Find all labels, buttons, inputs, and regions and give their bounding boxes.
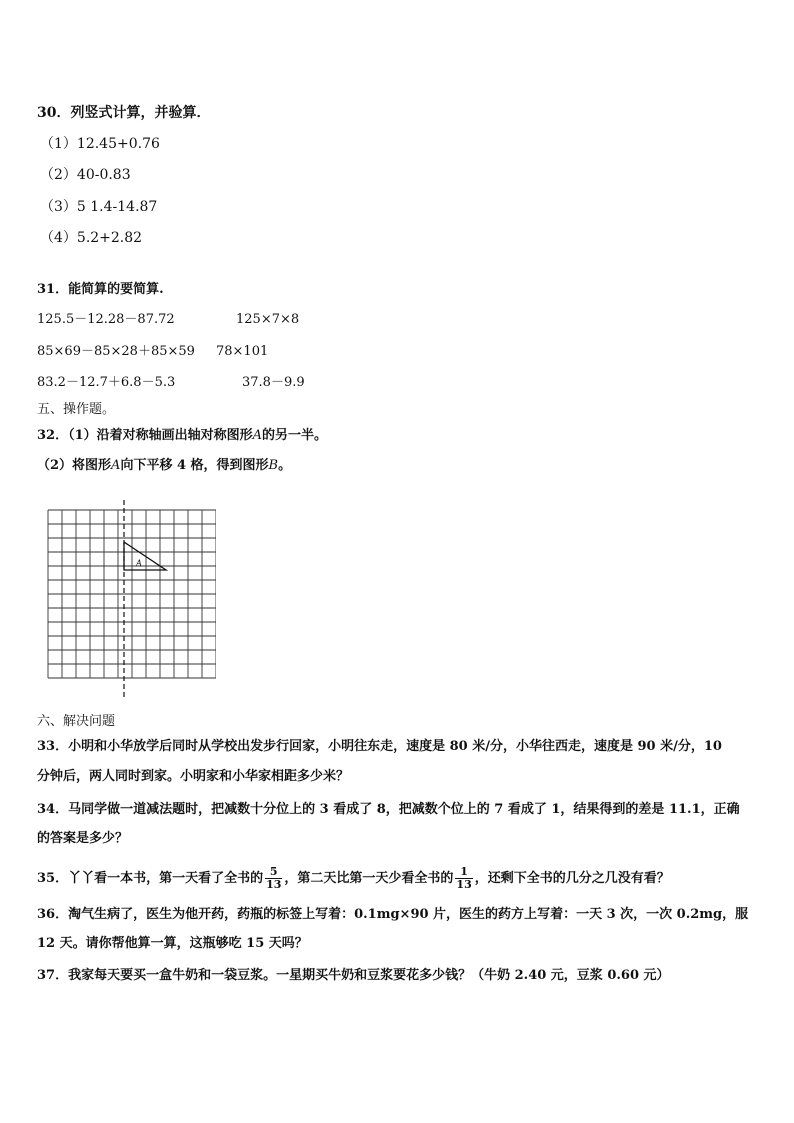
q31-expr-1b: 125×7×8 (236, 312, 300, 327)
q33-line-2: 分钟后，两人同时到家。小明家和小华家相距多少米？ (37, 769, 350, 784)
q34-line-1: 34．马同学做一道减法题时，把减数十分位上的 3 看成了 8，把减数个位上的 7 看成了 1，结果得到的差是 11.1，正确 (37, 802, 740, 817)
q37-line-1: 37．我家每天要买一盒牛奶和一袋豆浆。一星期买牛奶和豆浆要花多少钱？（牛奶 2.40 元，豆浆 0.60 元） (37, 968, 670, 983)
q32-line-1-end: 的另一半。 (262, 428, 328, 443)
q35-fraction-1 (265, 866, 282, 891)
q30-item-2: （2）40-0.83 (40, 167, 131, 183)
q35-part-1: 35．丫丫看一本书，第一天看了全书的 (37, 871, 264, 886)
q35-part-2: ，第二天比第一天少看全书的 (284, 871, 454, 886)
q32-line-1 (37, 427, 327, 445)
q32-line-2 (37, 457, 291, 475)
section-6-heading: 六、解决问题 (37, 714, 116, 729)
q35-part-3: ，还剩下全书的几分之几没有看？ (474, 871, 670, 886)
q31-expr-3b: 37.8－9.9 (242, 375, 305, 390)
q31-title: 31．能简算的要简算. (37, 282, 164, 297)
q35-line (37, 866, 670, 891)
symmetry-grid-figure (44, 500, 216, 700)
q35-fraction-2 (455, 866, 472, 891)
q34-line-2: 的答案是多少？ (37, 831, 129, 846)
q30-title: 30．列竖式计算，并验算． (37, 105, 211, 121)
q35-fraction-2-denominator: 13 (456, 878, 472, 891)
q32-figure-b: B (268, 458, 279, 473)
q32-figure-a: A (252, 428, 263, 443)
q31-expr-2a: 85×69－85×28＋85×59 (37, 344, 195, 359)
q30-item-1: （1）12.45+0.76 (40, 136, 160, 152)
q36-line-1: 36．淘气生病了，医生为他开药，药瓶的标签上写着：0.1mg×90 片，医生的药方上写着：一天 3 次，一次 0.2mg，服 (37, 907, 749, 922)
section-5-heading: 五、操作题。 (37, 402, 116, 417)
q35-fraction-2-numerator: 1 (460, 865, 468, 878)
q33-line-1: 33．小明和小华放学后同时从学校出发步行回家，小明往东走，速度是 80 米/分，小华往西走，速度是 90 米/分，10 (37, 739, 722, 754)
figure-a-label: A (136, 558, 142, 568)
q31-expr-2b: 78×101 (216, 344, 269, 359)
q35-fraction-1-numerator: 5 (269, 865, 278, 878)
q31-expr-1a: 125.5－12.28－87.72 (37, 312, 175, 327)
q32-line-2-end: 。 (278, 458, 292, 473)
q30-item-3: （3）5 1.4-14.87 (40, 199, 158, 215)
q30-item-4: （4）5.2+2.82 (40, 230, 143, 246)
q32-figure-a-ref: A (111, 458, 121, 473)
q31-expr-3a: 83.2－12.7＋6.8－5.3 (37, 375, 176, 390)
q32-line-2-mid: 向下平移 4 格，得到图形 (120, 458, 269, 473)
q35-fraction-1-denominator: 13 (266, 878, 282, 891)
q36-line-2: 12 天。请你帮他算一算，这瓶够吃 15 天吗？ (37, 936, 308, 951)
q32-line-2-text: （2）将图形 (37, 458, 112, 473)
q32-line-1-text: 32．（1）沿着对称轴画出轴对称图形 (37, 428, 253, 443)
